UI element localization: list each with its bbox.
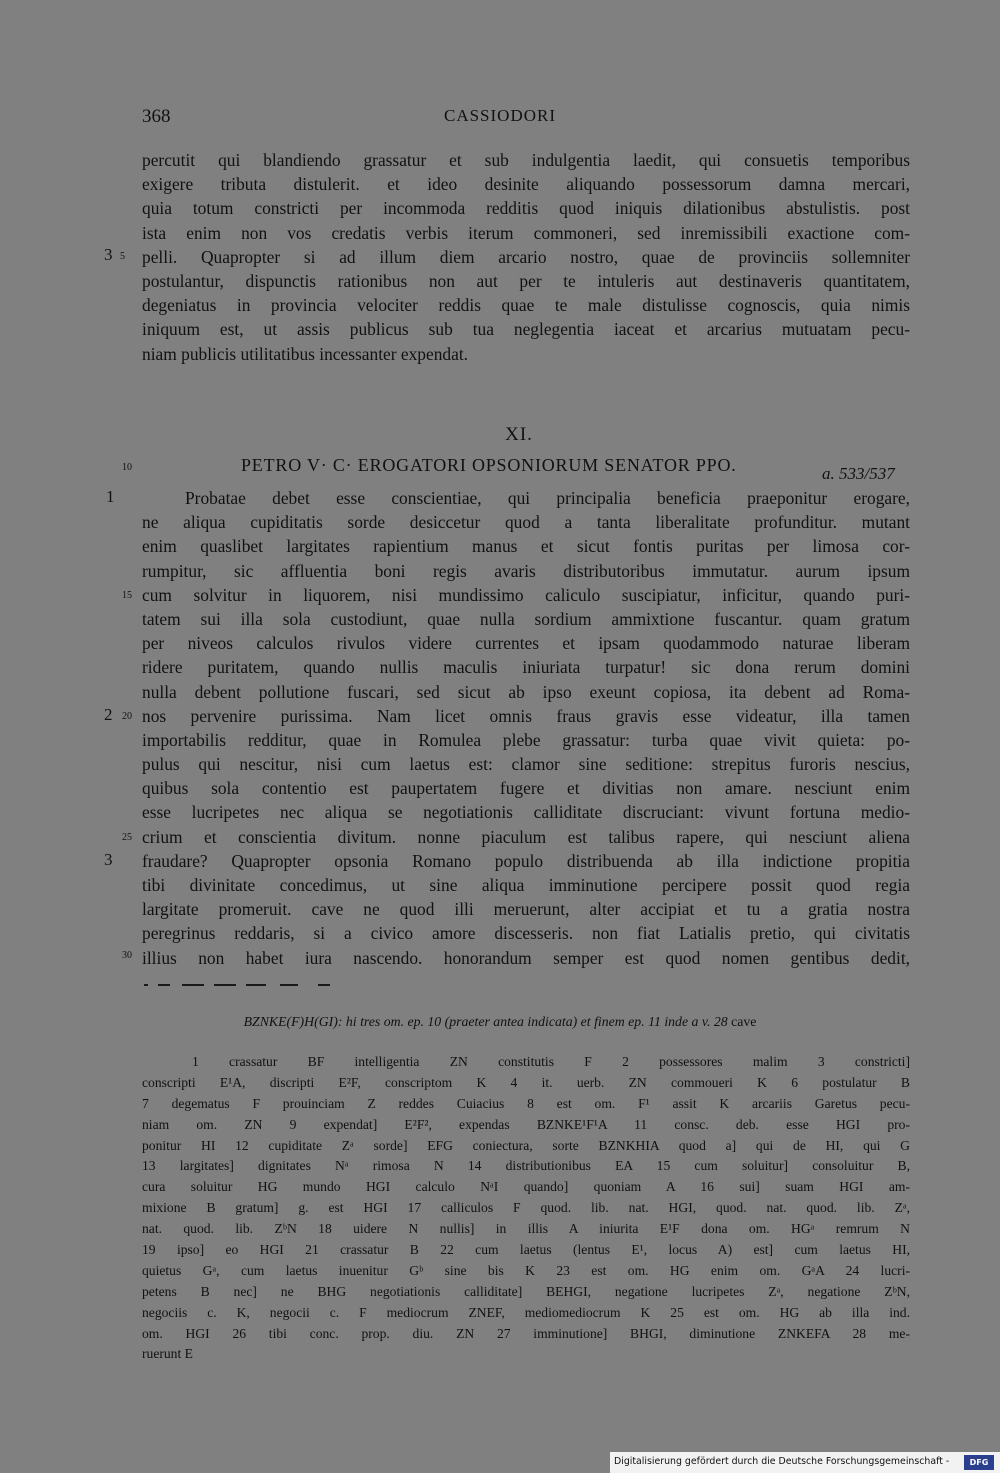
line-number: 25 [122, 832, 132, 843]
text-line: rumpitur, sic affluentia boni regis avaris distributoribus immutatur. aurum ipsum [142, 560, 910, 581]
apparatus-line: niam om. ZN 9 expendat] E²F², expendas BZNKE¹F¹A 11 consc. deb. esse HGI pro- [142, 1116, 910, 1132]
apparatus-line: 19 ipso] eo HGI 21 crassatur B 22 cum laetus (lentus E¹, locus A) est] cum laetus HI, [142, 1242, 910, 1258]
text-line: tibi divinitate concedimus, ut sine aliqua imminutione percipere possit quod regia [142, 875, 910, 895]
text-line: exigere tributa distulerit. et ideo desinite aliquando possessorum damna mercari, [142, 174, 910, 195]
line-number: 10 [122, 462, 132, 473]
text-line: enim quaslibet largitates rapientium manus et sicut fontis puritas per limosa cor- [142, 536, 910, 557]
apparatus-line: petens B nec] ne BHG negotiationis calliditate] BEHGI, negatione lucripetes Zᵃ, negatione ZᵇN, [142, 1283, 910, 1299]
funding-notice: Digitalisierung gefördert durch die Deutsche Forschungsgemeinschaft - [614, 1456, 950, 1467]
text-line: nulla debent pollutione fuscari, sed sicut ab ipso exeunt copiosa, ita debent ad Roma- [142, 681, 910, 702]
text-line: ridere puritatem, quando nullis maculis iniuriata turpatur! sic dona rerum domini [142, 657, 910, 678]
apparatus-line: nat. quod. lib. ZᵇN 18 uidere N nullis] in illis A iniurita E¹F dona om. HGᵃ remrum N [142, 1221, 910, 1237]
text-line: crium et conscientia divitum. nonne piaculum est talibus rapere, qui nesciunt aliena [142, 826, 910, 847]
apparatus-line: conscripti E¹A, discripti E²F, conscriptom K 4 it. uerb. ZN commoueri K 6 postulatur B [142, 1074, 910, 1090]
text-line: postulantur, dispunctis rationibus non aut per te intuleris aut destinaveris quantitatem, [142, 270, 910, 291]
section-number: 1 [106, 487, 115, 506]
text-line: nos pervenire purissima. Nam licet omnis fraus gravis esse videatur, illa tamen [142, 705, 910, 726]
apparatus-line: negociis c. K, negocii c. F mediocrum ZNEF, mediomediocrum K 25 est om. HG ab illa ind. [142, 1304, 910, 1320]
text-line: Probatae debet esse conscientiae, qui principalia beneficia praeponitur erogare, [185, 488, 910, 508]
letter-number: XI. [505, 424, 533, 445]
apparatus-line: quietus Gᵃ, cum laetus inuenitur Gᵇ sine bis K 23 est om. HG enim om. GᵃA 24 lucri- [142, 1262, 910, 1278]
funding-footer [610, 1452, 1000, 1473]
apparatus-note: hi tres om. ep. 10 (praeter antea indicata) et finem ep. 11 inde a v. 28 [345, 1014, 728, 1029]
apparatus-line: om. HGI 26 tibi conc. prop. diu. ZN 27 imminutione] BHGI, diminutione ZNKEFA 28 me- [142, 1325, 910, 1341]
text-line: peregrinus reddaris, si a civico amore discesseris. non fiat Latialis pretio, qui civitatis [142, 923, 910, 944]
letter-heading: PETRO V· C· EROGATORI OPSONIORUM SENATOR PPO. [241, 455, 737, 475]
text-line: largitate promeruit. cave ne quod illi meruerunt, alter accipiat et tu a gratia nostra [142, 899, 910, 920]
apparatus-line: 1 crassatur BF intelligentia ZN constitutis F 2 possessores malim 3 constricti] [192, 1054, 910, 1069]
dfg-logo: DFG [964, 1455, 994, 1470]
cut-off-line-marks [142, 982, 342, 988]
running-title: CASSIODORI [443, 106, 557, 125]
text-line: iniquum est, ut assis publicus sub tua neglegentia iaceat et arcarius mutuatam pecu- [142, 319, 910, 340]
apparatus-line: ruerunt E [142, 1346, 193, 1362]
section-number: 3 [104, 850, 113, 869]
letter-date: a. 533/537 [822, 464, 895, 483]
apparatus-header [0, 1014, 1000, 1030]
line-number: 5 [120, 251, 125, 262]
running-head [0, 106, 1000, 136]
critical-apparatus [142, 1052, 910, 1365]
text-line: illius non habet iura nascendo. honorandum semper est quod nomen gentibus dedit, [142, 947, 910, 968]
text-line: degeniatus in provincia velociter reddis quae te male distulisse cognoscis, quia nimis [142, 295, 910, 316]
text-line: ista enim non vos credatis verbis iterum commoneri, sed inremissibili exactione com- [142, 222, 910, 243]
main-text-block [142, 486, 910, 970]
text-line: importabilis redditur, quae in Romulea plebe grassatur: turba quae vivit quieta: po- [142, 729, 910, 750]
apparatus-sigla: BZNKE(F)H(GI): [243, 1014, 343, 1029]
text-line: ne aliqua cupiditatis sorde desiccetur quod a tanta liberalitate profunditur. mutant [142, 512, 910, 533]
apparatus-line: ponitur HI 12 cupiditate Zᵃ sorde] EFG coniectura, sorte BZNKHIA quod a] qui de HI, qui G [142, 1137, 910, 1153]
text-line: cum solvitur in liquorem, nisi mundissimo caliculo suscipiatur, inficitur, quando puri- [142, 584, 910, 605]
apparatus-line: 7 degematus F prouinciam Z reddes Cuiacius 8 est om. F¹ assit K arcariis Garetus pecu- [142, 1095, 910, 1111]
top-text-block [142, 148, 910, 366]
page-number: 368 [142, 106, 171, 127]
text-line: percutit qui blandiendo grassatur et sub indulgentia laedit, qui consuetis temporibus [142, 150, 910, 170]
text-line: esse lucripetes nec aliqua se negotiationis calliditate discruciant: vivunt fortuna medio- [142, 802, 910, 823]
text-line: quia totum constricti per incommoda redditis quod iniquis dilationibus abstulistis. post [142, 198, 910, 219]
text-line: niam publicis utilitatibus incessanter expendat. [142, 343, 468, 364]
line-number: 30 [122, 950, 132, 961]
text-line: quibus sola contentio est paupertatem fugere et divitias non amare. nesciunt enim [142, 778, 910, 799]
apparatus-line: 13 largitates] dignitates Nᵃ rimosa N 14 distributionibus EA 15 cum soluitur] consoluitur B, [142, 1158, 910, 1174]
text-line: pelli. Quapropter si ad illum diem arcario nostro, quae de provinciis sollemniter [142, 246, 910, 267]
text-line: per niveos calculos rivulos videre currentes et ipsam quodammodo naturae liberam [142, 633, 910, 654]
section-number: 3 [104, 245, 113, 264]
line-number: 15 [122, 590, 132, 601]
text-line: tatem sui illa sola custodiunt, quae nulla sordium ammixtione fuscantur. quam gratum [142, 608, 910, 629]
apparatus-line: cura soluitur HG mundo HGI calculo NᵃI quando] quoniam A 16 sui] suam HGI am- [142, 1179, 910, 1195]
text-line: pulus qui nescitur, nisi cum laetus est: clamor sine seditione: strepitus furoris nescius, [142, 754, 910, 775]
line-number: 20 [122, 711, 132, 722]
apparatus-end: cave [731, 1014, 757, 1029]
apparatus-line: mixione B gratum] g. est HGI 17 calliculos F quod. lib. nat. HGI, quod. nat. quod. lib. Zᵃ, [142, 1200, 910, 1216]
section-number: 2 [104, 705, 113, 724]
text-line: fraudare? Quapropter opsonia Romano populo distribuenda ab illa indictione propitia [142, 850, 910, 871]
